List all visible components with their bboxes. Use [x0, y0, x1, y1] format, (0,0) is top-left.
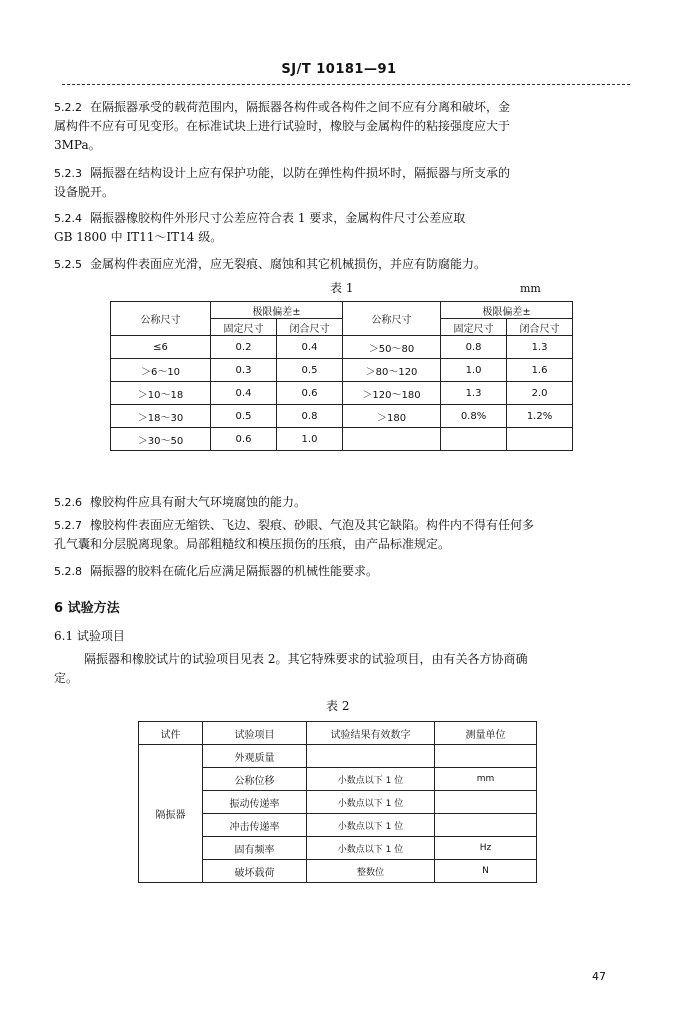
- table2-header-digits: 试验结果有效数字: [307, 722, 435, 745]
- tolerance-table: [110, 301, 573, 451]
- table-row: ＞30～50 0.6 1.0: [111, 428, 573, 451]
- table1-unit: mm: [520, 282, 541, 295]
- table1-header-closed-left: 闭合尺寸: [277, 319, 343, 336]
- table-row: 固有频率 小数点以下 1 位 Hz: [139, 837, 537, 860]
- test-items-table: [138, 721, 537, 883]
- standard-code-header: SJ/T 10181—91: [281, 62, 397, 77]
- header-rule: [62, 84, 630, 85]
- table-row: ＞6～10 0.3 0.5 ＞80～120 1.0 1.6: [111, 359, 573, 382]
- table-row: 振动传递率 小数点以下 1 位: [139, 791, 537, 814]
- table1-header-nominal-left: 公称尺寸: [111, 302, 211, 336]
- table-row: 公称位移 小数点以下 1 位 mm: [139, 768, 537, 791]
- subsection-6-1: 6.1 试验项目: [54, 629, 125, 643]
- clause-5-2-5: 5.2.5 金属构件表面应光滑，应无裂痕、腐蚀和其它机械损伤，并应有防腐能力。: [54, 257, 487, 271]
- clause-5-2-3: 5.2.3 隔振器在结构设计上应有保护功能，以防在弹性构件损坏时，隔振器与所支承的 设备脱开。: [54, 166, 511, 199]
- clause-5-2-7: 5.2.7 橡胶构件表面应无缩铁、飞边、裂痕、砂眼、气泡及其它缺陷。构件内不得有任何多 孔气囊和分层脱离现象。局部粗糙纹和模压损伤的压痕，由产品标准规定。: [54, 518, 535, 551]
- page-number: 47: [592, 970, 606, 983]
- clause-5-2-4: 5.2.4 隔振器橡胶构件外形尺寸公差应符合表 1 要求，金属构件尺寸公差应取 GB 1800 中 IT11～IT14 级。: [54, 211, 466, 244]
- table2-specimen-cell: 隔振器: [139, 745, 203, 883]
- table-row: 隔振器 外观质量: [139, 745, 537, 768]
- table1-caption: 表 1: [330, 281, 354, 295]
- table1-header-fixed-right: 固定尺寸: [441, 319, 507, 336]
- table1-header-limit-right: 极限偏差±: [441, 302, 573, 319]
- table1-header-nominal-right: 公称尺寸: [343, 302, 441, 336]
- table1-header-fixed-left: 固定尺寸: [211, 319, 277, 336]
- table1-header-limit-left: 极限偏差±: [211, 302, 343, 319]
- table-row: ＞18～30 0.5 0.8 ＞180 0.8% 1.2%: [111, 405, 573, 428]
- clause-5-2-6: 5.2.6 橡胶构件应具有耐大气环境腐蚀的能力。: [54, 495, 307, 509]
- clause-5-2-2: 5.2.2 在隔振器承受的载荷范围内，隔振器各构件或各构件之间不应有分离和破坏，金 属构件不应有可见变形。在标准试块上进行试验时，橡胶与金属构件的粘接强度应大于 3MPa。: [54, 100, 511, 152]
- section-6-title: 6 试验方法: [54, 601, 120, 616]
- table-row: ＞10～18 0.4 0.6 ＞120～180 1.3 2.0: [111, 382, 573, 405]
- table2-header-item: 试验项目: [203, 722, 307, 745]
- table-row: ≤6 0.2 0.4 ＞50～80 0.8 1.3: [111, 336, 573, 359]
- table-row: 破坏载荷 整数位 N: [139, 860, 537, 883]
- table1-header-closed-right: 闭合尺寸: [507, 319, 573, 336]
- table-row: 冲击传递率 小数点以下 1 位: [139, 814, 537, 837]
- clause-5-2-8: 5.2.8 隔振器的胶料在硫化后应满足隔振器的机械性能要求。: [54, 564, 379, 578]
- section-6-1-text: 隔振器和橡胶试片的试验项目见表 2。其它特殊要求的试验项目，由有关各方协商确 定。: [54, 652, 528, 685]
- table2-header-unit: 测量单位: [435, 722, 537, 745]
- table2-header-specimen: 试件: [139, 722, 203, 745]
- table2-caption: 表 2: [326, 699, 350, 713]
